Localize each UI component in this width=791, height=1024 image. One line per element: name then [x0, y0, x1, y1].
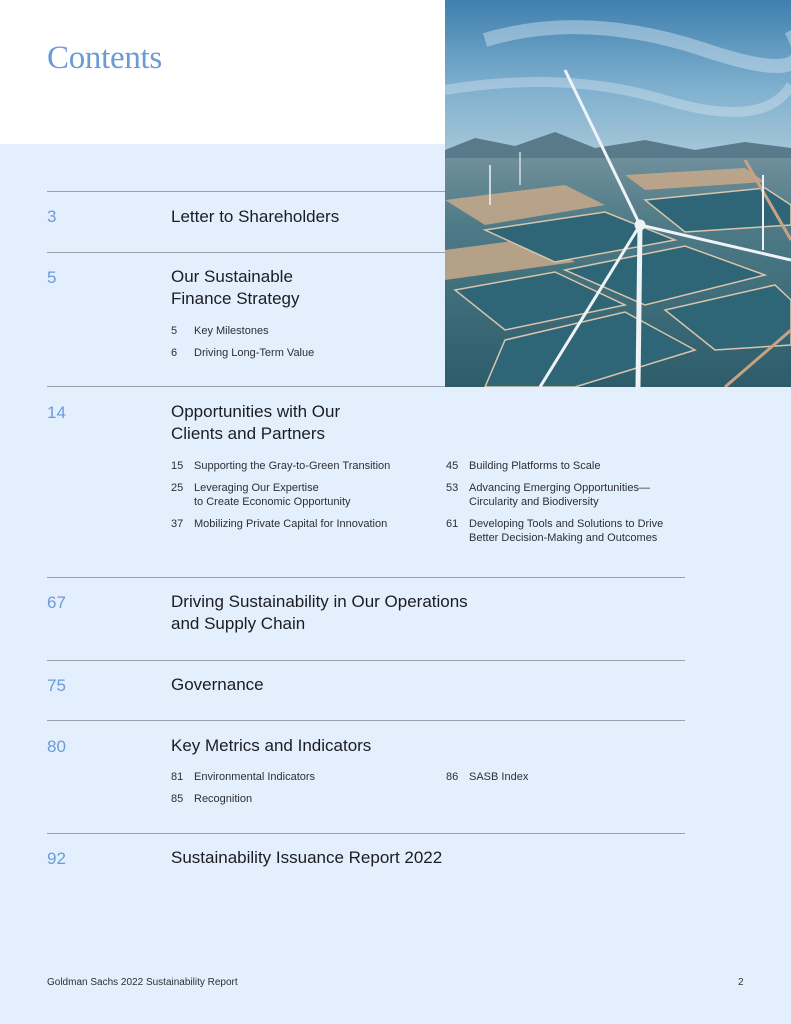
- sub-title: Leveraging Our Expertise: [194, 482, 319, 494]
- section-title-line: Our Sustainable: [171, 267, 293, 286]
- section-divider: [47, 386, 445, 387]
- toc-sublink[interactable]: [446, 517, 663, 545]
- footer-report-name: Goldman Sachs 2022 Sustainability Report: [47, 977, 238, 988]
- section-divider: [47, 660, 685, 661]
- sub-title: SASB Index: [469, 771, 529, 783]
- sub-title: Advancing Emerging Opportunities—: [469, 482, 650, 494]
- wind-turbine-photo: [445, 0, 791, 387]
- section-page-number: 5: [47, 268, 57, 287]
- sub-page-number: 85: [171, 793, 184, 805]
- sub-title: Circularity and Biodiversity: [469, 496, 599, 508]
- section-title-line: Clients and Partners: [171, 424, 326, 443]
- sub-title: Environmental Indicators: [194, 771, 316, 783]
- section-page-number: 14: [47, 403, 66, 422]
- sub-page-number: 6: [171, 347, 178, 359]
- section-title-line: and Supply Chain: [171, 614, 306, 633]
- toc-link-opportunities[interactable]: [171, 401, 340, 445]
- toc-sublink[interactable]: [171, 324, 269, 338]
- section-title-line: Driving Sustainability in Our Operations: [171, 592, 468, 611]
- toc-link-letter-to-shareholders[interactable]: [171, 206, 339, 228]
- toc-sublink[interactable]: [171, 481, 351, 509]
- section-divider: [47, 833, 685, 834]
- sub-title: Driving Long-Term Value: [194, 347, 315, 359]
- toc-sublink[interactable]: [171, 459, 390, 473]
- toc-link-sustainable-finance-strategy[interactable]: [171, 266, 300, 310]
- sub-title: Key Milestones: [194, 325, 269, 337]
- toc-sublink[interactable]: [171, 770, 315, 784]
- sub-page-number: 53: [446, 482, 459, 494]
- section-page-number: 3: [47, 207, 57, 226]
- sub-page-number: 61: [446, 518, 459, 530]
- sub-title: Mobilizing Private Capital for Innovation: [194, 518, 388, 530]
- sub-page-number: 37: [171, 518, 184, 530]
- sub-page-number: 5: [171, 325, 178, 337]
- section-title-line: Sustainability Issuance Report 2022: [171, 848, 443, 867]
- sub-title: Supporting the Gray-to-Green Transition: [194, 460, 391, 472]
- page-title: Contents: [47, 40, 162, 76]
- section-title-line: Finance Strategy: [171, 289, 300, 308]
- sub-page-number: 25: [171, 482, 184, 494]
- footer-page-number: 2: [738, 977, 744, 988]
- sub-title: Developing Tools and Solutions to Drive: [469, 518, 664, 530]
- sub-page-number: 15: [171, 460, 184, 472]
- section-page-number: 75: [47, 676, 66, 695]
- toc-sublink[interactable]: [446, 481, 650, 509]
- sub-title: to Create Economic Opportunity: [194, 496, 351, 508]
- section-title-line: Opportunities with Our: [171, 402, 341, 421]
- toc-sublink[interactable]: [446, 770, 528, 784]
- sub-page-number: 45: [446, 460, 459, 472]
- toc-sublink[interactable]: [171, 517, 387, 531]
- section-divider: [47, 720, 685, 721]
- toc-sublink[interactable]: [171, 346, 314, 360]
- section-page-number: 80: [47, 737, 66, 756]
- sub-page-number: 81: [171, 771, 184, 783]
- toc-link-governance[interactable]: [171, 674, 264, 696]
- section-divider: [47, 191, 445, 192]
- toc-link-issuance-report[interactable]: [171, 847, 442, 869]
- section-page-number: 92: [47, 849, 66, 868]
- sub-title: Building Platforms to Scale: [469, 460, 601, 472]
- section-title-line: Letter to Shareholders: [171, 207, 340, 226]
- section-page-number: 67: [47, 593, 66, 612]
- toc-sublink[interactable]: [171, 792, 252, 806]
- section-divider: [47, 577, 685, 578]
- section-title-line: Key Metrics and Indicators: [171, 736, 372, 755]
- section-divider: [47, 252, 445, 253]
- toc-link-key-metrics[interactable]: [171, 735, 371, 757]
- sub-title: Better Decision-Making and Outcomes: [469, 532, 658, 544]
- toc-link-operations-supply-chain[interactable]: [171, 591, 468, 635]
- sub-page-number: 86: [446, 771, 459, 783]
- sub-title: Recognition: [194, 793, 253, 805]
- section-title-line: Governance: [171, 675, 264, 694]
- toc-sublink[interactable]: [446, 459, 600, 473]
- cover-photo: [445, 0, 791, 387]
